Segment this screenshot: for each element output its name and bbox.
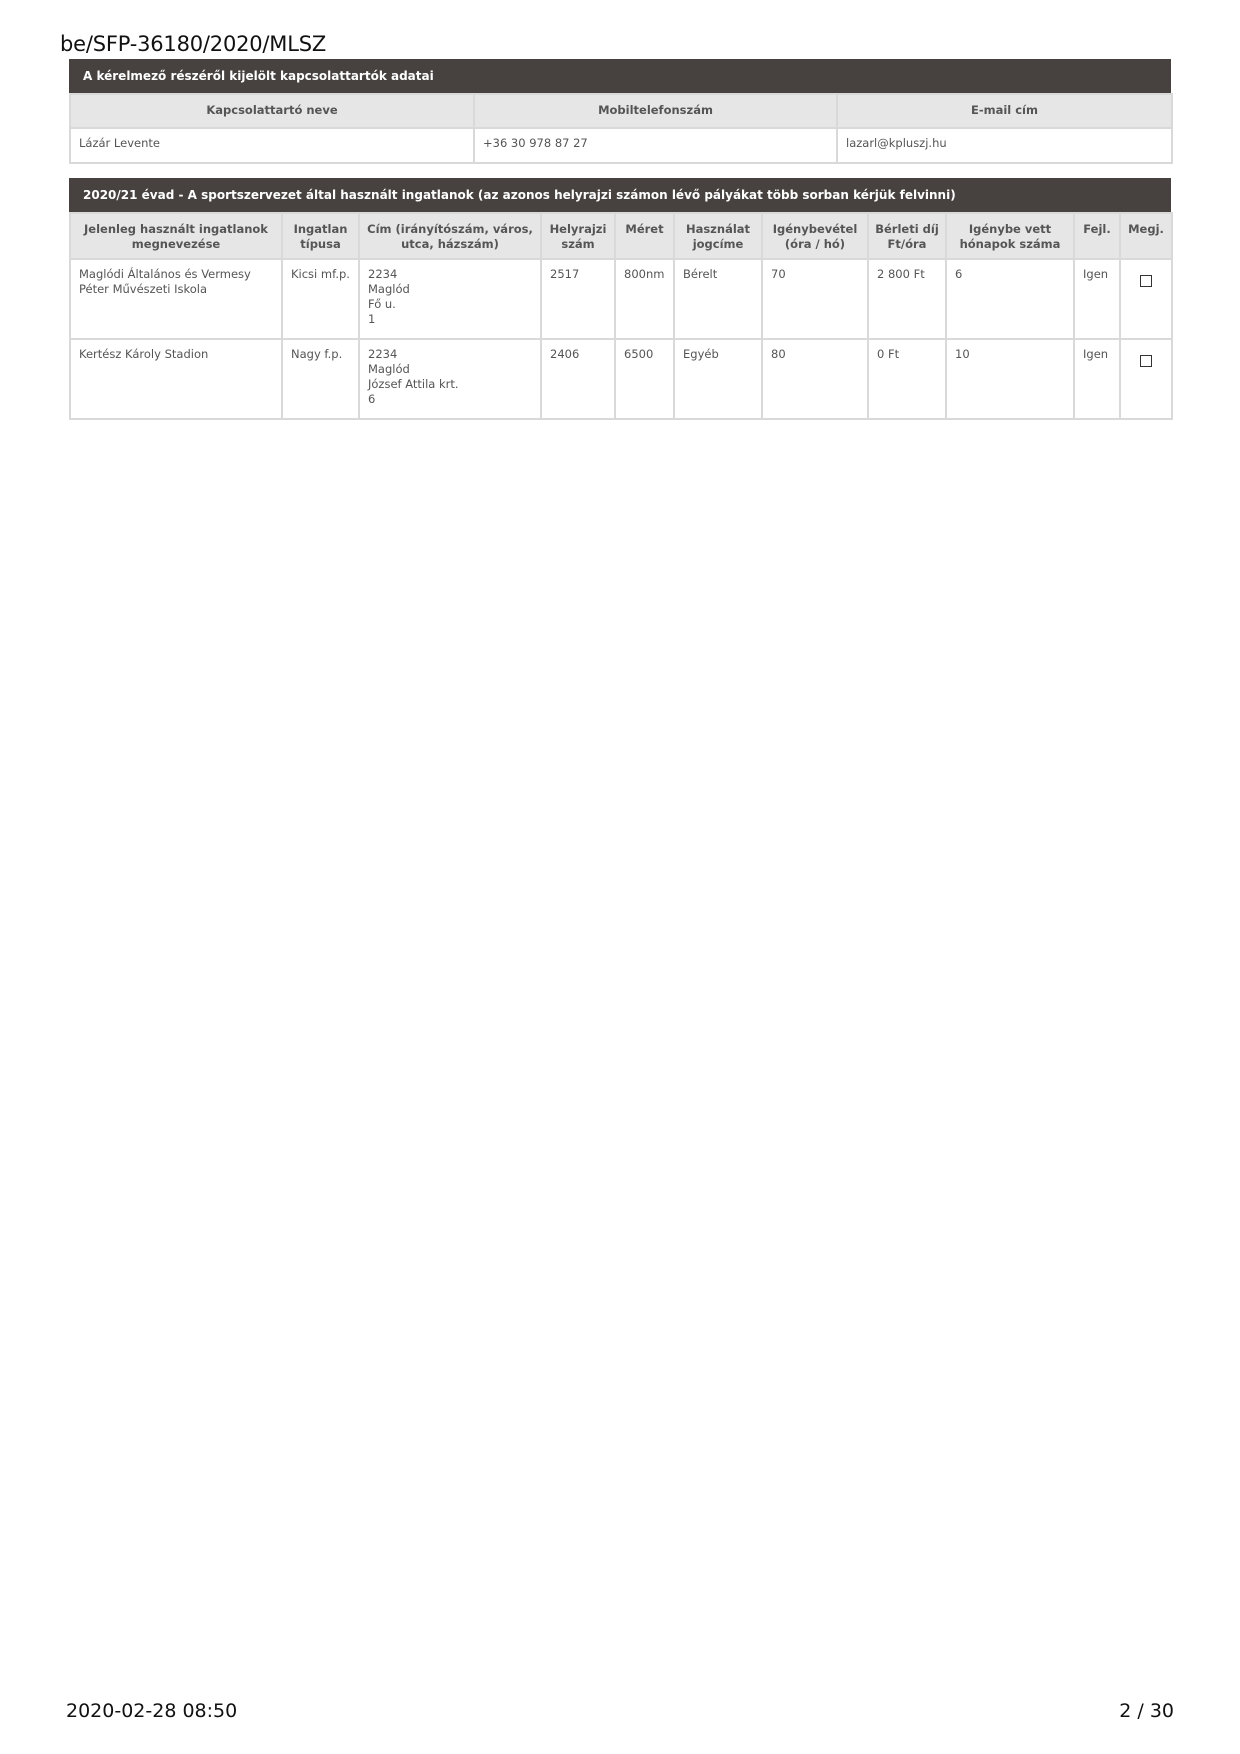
facility-type: Nagy f.p. <box>282 339 359 419</box>
footer-timestamp: 2020-02-28 08:50 <box>66 1700 238 1722</box>
note-checkbox[interactable] <box>1140 275 1152 287</box>
col-hours: Igénybevétel (óra / hó) <box>762 213 868 259</box>
facilities-section <box>69 178 1171 420</box>
facilities-section-title: 2020/21 évad - A sportszervezet által használt ingatlanok (az azonos helyrajzi számon lévő pályákat több sorban kérjük felvinni) <box>69 178 1171 212</box>
document-reference: be/SFP-36180/2020/MLSZ <box>60 32 327 56</box>
contact-email: lazarl@kpluszj.hu <box>837 128 1172 163</box>
col-months: Igénybe vett hónapok száma <box>946 213 1074 259</box>
facility-type: Kicsi mf.p. <box>282 259 359 339</box>
address-street: Fő u. <box>368 297 396 311</box>
contacts-col-name: Kapcsolattartó neve <box>70 94 474 128</box>
facility-address <box>359 339 541 419</box>
facility-hours: 70 <box>762 259 868 339</box>
facility-hours: 80 <box>762 339 868 419</box>
col-facility-name: Jelenleg használt ingatlanok megnevezése <box>70 213 282 259</box>
col-note: Megj. <box>1120 213 1172 259</box>
facilities-header-row <box>70 213 1172 259</box>
col-facility-type: Ingatlan típusa <box>282 213 359 259</box>
table-row <box>70 339 1172 419</box>
contacts-header-row <box>70 94 1172 128</box>
address-number: 1 <box>368 312 376 326</box>
contacts-col-email: E-mail cím <box>837 94 1172 128</box>
col-usage-title: Használat jogcíme <box>674 213 762 259</box>
address-zip: 2234 <box>368 347 398 361</box>
note-checkbox[interactable] <box>1140 355 1152 367</box>
facility-development: Igen <box>1074 259 1120 339</box>
contacts-col-phone: Mobiltelefonszám <box>474 94 837 128</box>
facility-months: 6 <box>946 259 1074 339</box>
contact-name: Lázár Levente <box>70 128 474 163</box>
address-street: József Attila krt. <box>368 377 459 391</box>
facility-name: Maglódi Általános és Vermesy Péter Művészeti Iskola <box>70 259 282 339</box>
col-address: Cím (irányítószám, város, utca, házszám) <box>359 213 541 259</box>
page-number: 2 / 30 <box>1119 1700 1174 1722</box>
address-city: Maglód <box>368 362 410 376</box>
address-zip: 2234 <box>368 267 398 281</box>
facility-fee: 0 Ft <box>868 339 946 419</box>
facility-months: 10 <box>946 339 1074 419</box>
facility-development: Igen <box>1074 339 1120 419</box>
contacts-table <box>69 93 1173 164</box>
facility-size: 6500 <box>615 339 674 419</box>
facility-name: Kertész Károly Stadion <box>70 339 282 419</box>
facility-address <box>359 259 541 339</box>
facility-note-cell <box>1120 259 1172 339</box>
col-lot-number: Helyrajzi szám <box>541 213 615 259</box>
facility-lot: 2517 <box>541 259 615 339</box>
col-development: Fejl. <box>1074 213 1120 259</box>
table-row <box>70 259 1172 339</box>
address-city: Maglód <box>368 282 410 296</box>
facility-lot: 2406 <box>541 339 615 419</box>
contact-phone: +36 30 978 87 27 <box>474 128 837 163</box>
address-number: 6 <box>368 392 376 406</box>
facility-size: 800nm <box>615 259 674 339</box>
facilities-table <box>69 212 1173 420</box>
contacts-section <box>69 59 1171 164</box>
col-size: Méret <box>615 213 674 259</box>
facility-usage: Bérelt <box>674 259 762 339</box>
col-rental-fee: Bérleti díj Ft/óra <box>868 213 946 259</box>
facility-usage: Egyéb <box>674 339 762 419</box>
contacts-section-title: A kérelmező részéről kijelölt kapcsolattartók adatai <box>69 59 1171 93</box>
table-row <box>70 128 1172 163</box>
facility-fee: 2 800 Ft <box>868 259 946 339</box>
facility-note-cell <box>1120 339 1172 419</box>
